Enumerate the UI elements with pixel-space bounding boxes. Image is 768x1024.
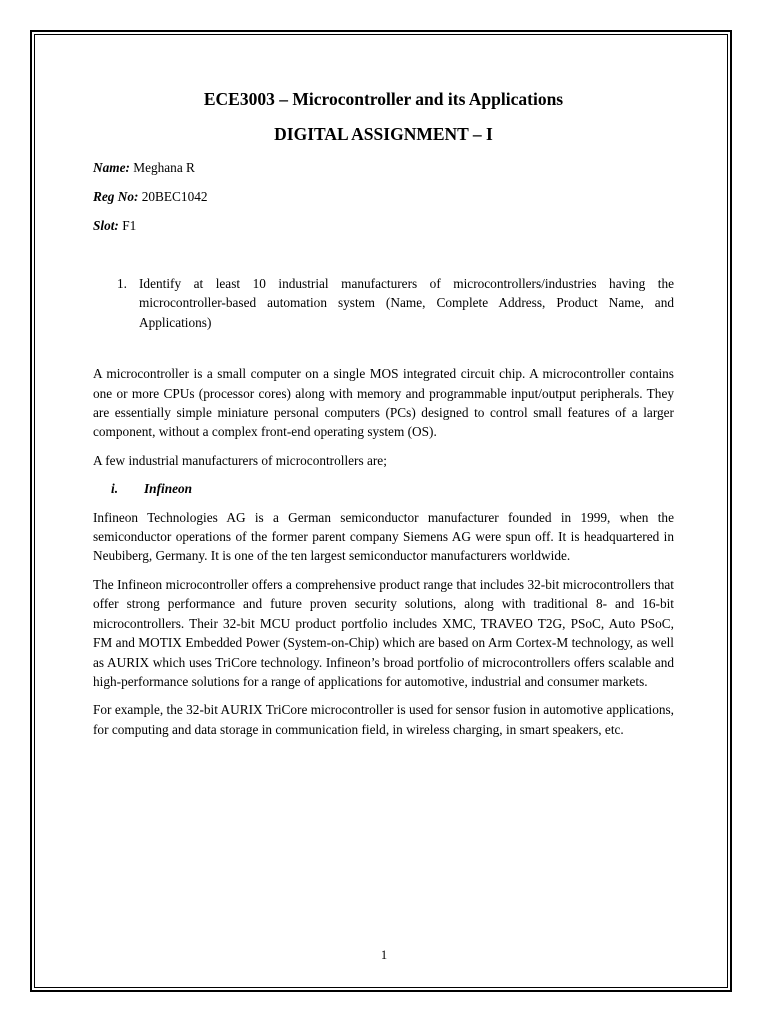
subsection-numeral: i. [111,481,119,497]
course-title: ECE3003 – Microcontroller and its Applications [203,89,564,109]
reg-no-field [93,188,674,205]
name-value: Meghana R [129,160,195,175]
question-item [93,274,674,332]
paragraph: Infineon Technologies AG is a German semiconductor manufacturer founded in 1999, when the semiconductor operations of the former parent company Siemens AG were spun off. It is headquartered in Neubiberg, Germany. It is one of the ten largest semiconductor manufacturers worldwide. [93,509,674,564]
question-number: 1. [117,276,127,291]
name-label: Name: [93,160,130,175]
list-intro: A few industrial manufacturers of microcontrollers are; [93,452,387,468]
document-body [93,88,674,739]
page-number: 1 [380,948,388,962]
paragraph: The Infineon microcontroller offers a comprehensive product range that includes 32-bit microcontrollers that offer strong performance and future proven security solutions, along with traditional 8- and 16-bit microcontrollers. Their 32-bit MCU product portfolio includes XMC, TRAVEO T2G, PSoC, Auto PSoC, FM and MOTIX Embedded Power (System-on-Chip) which are based on Arm Cortex-M technology, as well as AURIX which uses TriCore technology. Infineon’s broad portfolio of microcontrollers offers scalable and high-performance solutions for a range of applications for automotive, industrial and consumer markets. [93,576,674,689]
intro-paragraph: A microcontroller is a small computer on a single MOS integrated circuit chip. A microcontroller contains one or more CPUs (processor cores) along with memory and programmable input/output peripherals. They are essentially simple miniature personal computers (PCs) designed to control small features of a larger component, without a complex front-end operating system (OS). [93,366,674,440]
slot-value: F1 [118,218,137,233]
paragraph: For example, the 32-bit AURIX TriCore microcontroller is used for sensor fusion in automotive applications, for computing and data storage in communication field, in wireless charging, in smart speakers, etc. [93,702,674,737]
assignment-title: DIGITAL ASSIGNMENT – I [274,124,493,144]
question-text: Identify at least 10 industrial manufacturers of microcontrollers/industries having the microcontroller-based automation system (Name, Complete Address, Product Name, and Applications) [139,276,674,330]
slot-field [93,217,674,234]
subsection-title: Infineon [144,481,193,497]
slot-label: Slot: [93,218,119,233]
subsection-heading [93,479,674,498]
name-field [93,159,674,176]
reg-no-label: Reg No: [93,189,139,204]
reg-no-value: 20BEC1042 [138,189,208,204]
